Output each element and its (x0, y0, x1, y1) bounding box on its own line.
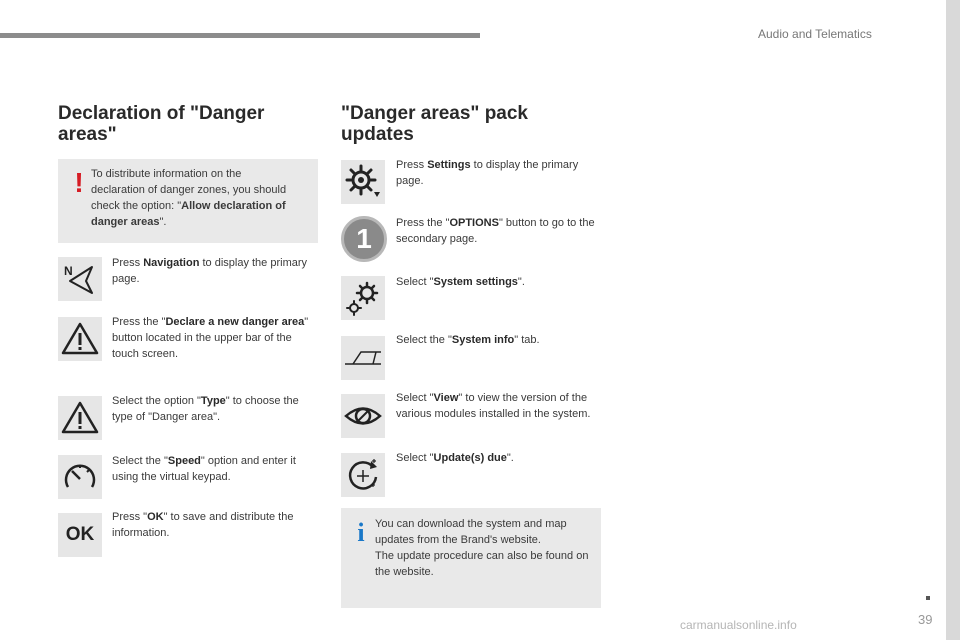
info-icon: i (357, 518, 365, 547)
left-section-title: Declaration of "Danger areas" (58, 103, 265, 145)
ok-icon: OK (58, 513, 102, 557)
right-step-6: Select "Update(s) due". (396, 452, 514, 464)
left-step-2: Press the "Declare a new danger area" button located in the upper bar of the touch screen. (112, 316, 309, 360)
navigation-icon (58, 257, 102, 301)
right-step-1: Press Settings to display the primary page. (396, 159, 579, 187)
warning-box (58, 159, 318, 243)
section-header: Audio and Telematics (758, 27, 872, 41)
page-marker (926, 596, 930, 600)
left-step-5: Press "OK" to save and distribute the information. (112, 511, 294, 539)
left-step-4: Select the "Speed" option and enter it using the virtual keypad. (112, 455, 296, 483)
warning-text: To distribute information on the declaration of danger zones, you should check the option: "Allow declaration of danger areas". (91, 168, 287, 228)
right-step-3: Select "System settings". (396, 276, 525, 288)
watermark: carmanualsonline.info (680, 618, 797, 632)
speedometer-icon (58, 455, 102, 499)
right-step-4: Select the "System info" tab. (396, 334, 540, 346)
right-step-5: Select "View" to view the version of the various modules installed in the system. (396, 392, 591, 420)
left-step-1: Press Navigation to display the primary page. (112, 257, 308, 285)
tab-icon (341, 336, 385, 380)
page-number: 39 (918, 612, 933, 627)
page-edge-strip (946, 0, 960, 640)
right-step-2: Press the "OPTIONS" button to go to the secondary page. (396, 217, 595, 245)
danger-triangle-icon (58, 396, 102, 440)
header-bar (0, 33, 480, 38)
chapter-badge: 1 (341, 216, 387, 262)
left-step-3: Select the option "Type" to choose the type of "Danger area". (112, 395, 299, 423)
system-settings-icon (341, 276, 385, 320)
right-section-title: "Danger areas" pack updates (341, 103, 529, 145)
warning-icon: ! (74, 167, 84, 198)
info-text: You can download the system and map updates from the Brand's website. The update procedure can also be found on the website. (375, 518, 589, 578)
info-box (341, 508, 601, 608)
update-icon (341, 453, 385, 497)
svg-text:N: N (64, 264, 73, 278)
settings-icon (341, 160, 385, 204)
view-icon (341, 394, 385, 438)
danger-triangle-icon (58, 317, 102, 361)
